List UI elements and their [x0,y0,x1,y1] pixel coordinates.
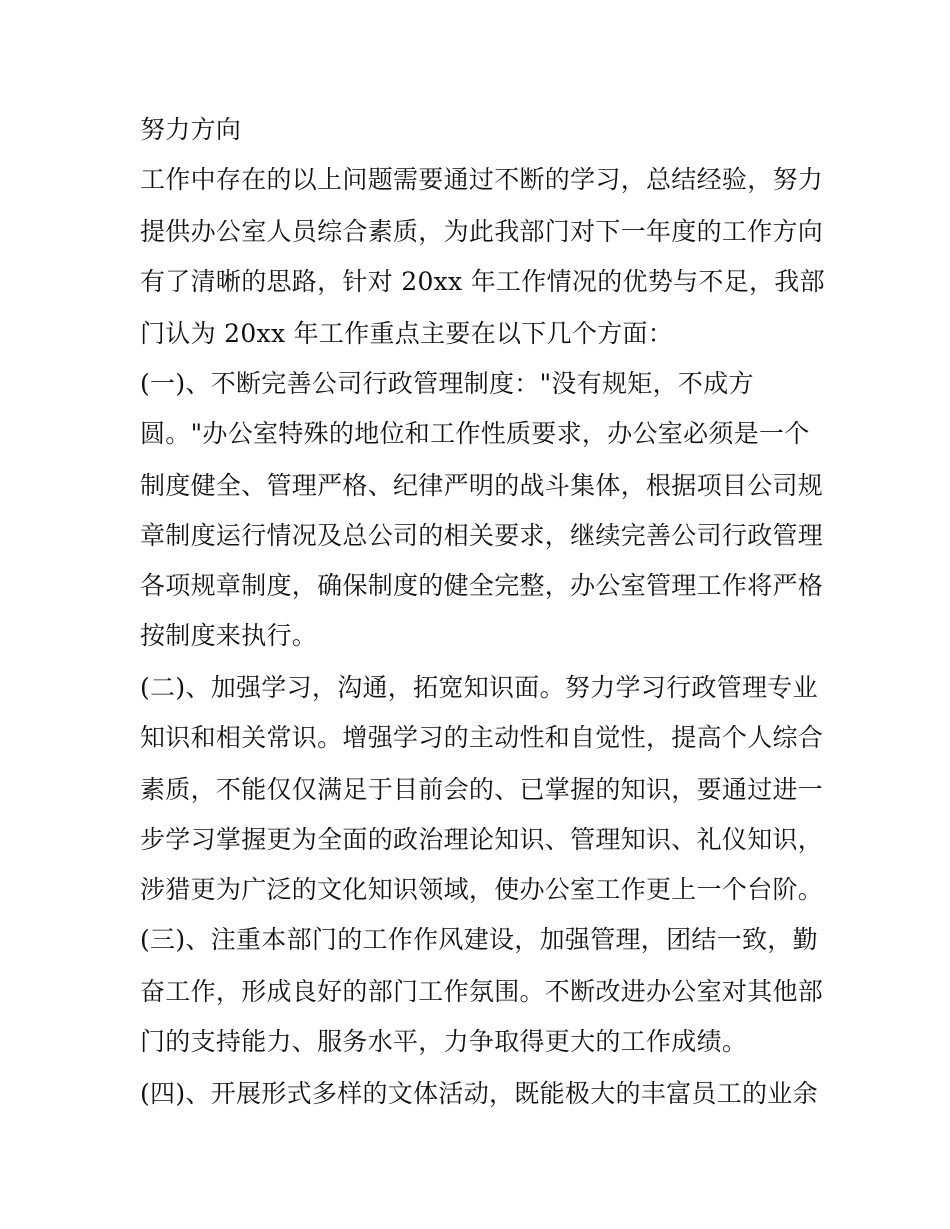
paragraph-line: (一)、不断完善公司行政管理制度："没有规矩，不成方 [140,369,754,398]
paragraph-line: 门认为 20xx 年工作重点主要在以下几个方面： [140,319,674,348]
paragraph-line: 制度健全、管理严格、纪律严明的战斗集体，根据项目公司规 [140,471,824,500]
paragraph-line: 按制度来执行。 [140,621,318,650]
paragraph-line: 各项规章制度，确保制度的健全完整，办公室管理工作将严格 [140,571,824,600]
paragraph-line: 素质，不能仅仅满足于目前会的、已掌握的知识，要通过进一 [140,775,824,804]
paragraph-line: 步学习掌握更为全面的政治理论知识、管理知识、礼仪知识， [140,825,824,854]
paragraph-line: 工作中存在的以上问题需要通过不断的学习，总结经验，努力 [140,165,824,194]
paragraph-line: 有了清晰的思路，针对 20xx 年工作情况的优势与不足，我部 [140,267,825,296]
section-heading: 努力方向 [140,115,242,144]
paragraph-line: (四)、开展形式多样的文体活动，既能极大的丰富员工的业余 [140,1079,818,1108]
paragraph-line: (三)、注重本部门的工作作风建设，加强管理，团结一致，勤 [140,925,818,954]
paragraph-line: 提供办公室人员综合素质，为此我部门对下一年度的工作方向 [140,217,824,246]
paragraph-line: 门的支持能力、服务水平，力争取得更大的工作成绩。 [140,1027,748,1056]
paragraph-line: 章制度运行情况及总公司的相关要求，继续完善公司行政管理 [140,521,824,550]
paragraph-line: 涉猎更为广泛的文化知识领域，使办公室工作更上一个台阶。 [140,875,824,904]
paragraph-line: (二)、加强学习，沟通，拓宽知识面。努力学习行政管理专业 [140,673,818,702]
paragraph-line: 圆。"办公室特殊的地位和工作性质要求，办公室必须是一个 [140,419,810,448]
paragraph-line: 知识和相关常识。增强学习的主动性和自觉性，提高个人综合 [140,723,824,752]
paragraph-line: 奋工作，形成良好的部门工作氛围。不断改进办公室对其他部 [140,977,824,1006]
